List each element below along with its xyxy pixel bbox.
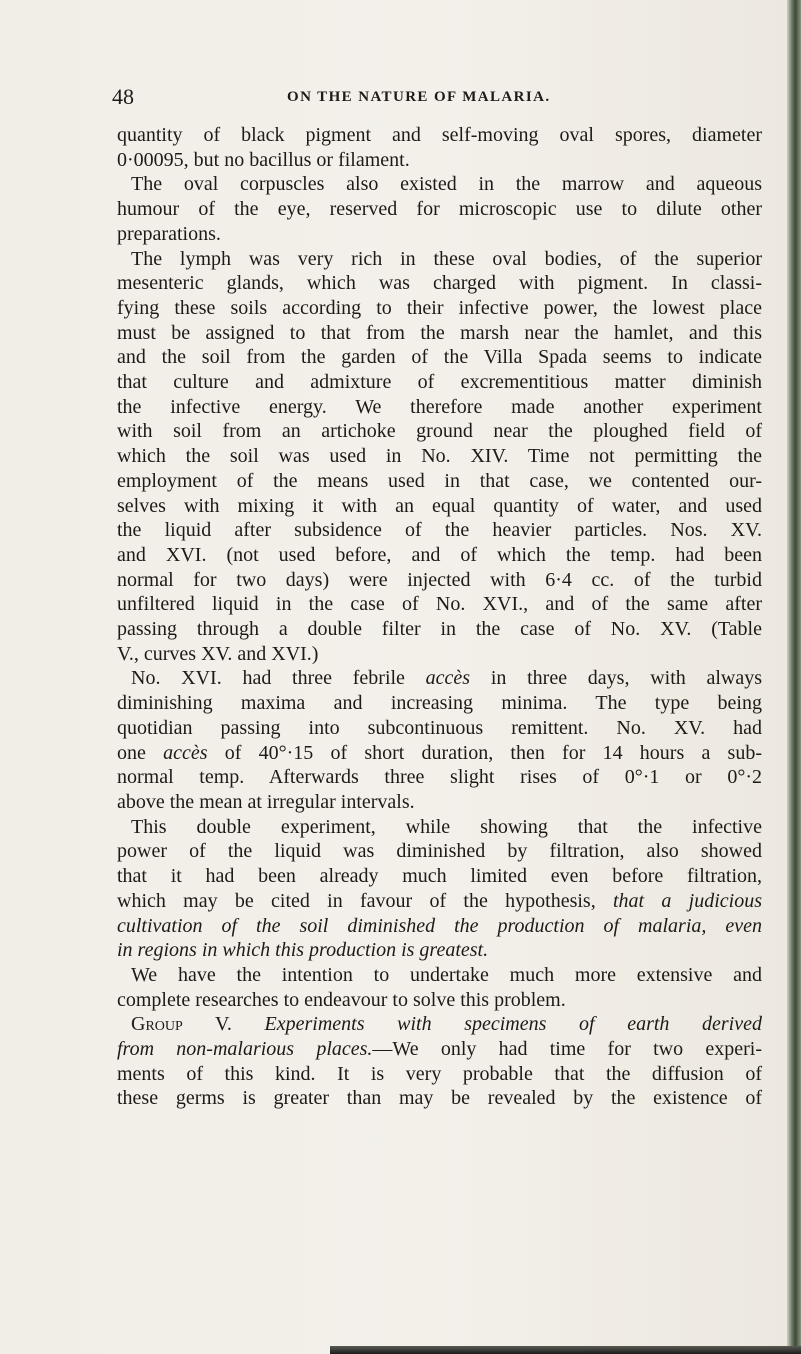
text-line: ments of this kind. It is very probable that the diffusion of <box>117 1062 762 1085</box>
text-line: these germs is greater than may be revealed by the existence of <box>117 1087 762 1110</box>
page-header <box>112 84 762 114</box>
book-spine-edge <box>787 0 801 1354</box>
body-text <box>117 123 762 1111</box>
text-line: quantity of black pigment and self-moving oval spores, diameter <box>117 124 762 146</box>
text-line: unfiltered liquid in the case of No. XVI., and of the same after <box>117 593 762 616</box>
text-line: diminishing maxima and increasing minima. The type being <box>117 692 762 715</box>
text-line: humour of the eye, reserved for microscopic use to dilute other <box>117 198 762 221</box>
text-line: normal for two days) were injected with 6·4 cc. of the turbid <box>117 568 762 591</box>
text-line: The oval corpuscles also existed in the marrow and aqueous <box>131 173 762 196</box>
text-line: which the soil was used in No. XIV. Time not permitting the <box>117 445 762 468</box>
page-number: 48 <box>112 84 134 109</box>
text-line: The lymph was very rich in these oval bodies, of the superior <box>131 247 762 270</box>
text-line: from non-malarious places.—We only had time for two experi- <box>117 1038 762 1061</box>
text-line: fying these soils according to their infective power, the lowest place <box>117 296 762 319</box>
text-line: with soil from an artichoke ground near the ploughed field of <box>117 420 762 443</box>
text-line: mesenteric glands, which was charged with pigment. In classi- <box>117 272 762 295</box>
text-line: in regions in which this production is greatest. <box>117 939 489 962</box>
text-line: that it had been already much limited even before filtration, <box>117 865 762 888</box>
text-line: one accès of 40°·15 of short duration, then for 14 hours a sub- <box>117 741 762 764</box>
text-line: and XVI. (not used before, and of which the temp. had been <box>117 543 762 566</box>
text-line: We have the intention to undertake much more extensive and <box>131 963 762 986</box>
text-line: cultivation of the soil diminished the production of malaria, even <box>117 914 762 937</box>
text-line: above the mean at irregular intervals. <box>117 790 415 813</box>
text-line: power of the liquid was diminished by filtration, also showed <box>117 840 762 863</box>
text-line: quotidian passing into subcontinuous remittent. No. XV. had <box>117 716 762 739</box>
text-line: selves with mixing it with an equal quantity of water, and used <box>117 494 762 517</box>
text-line: V., curves XV. and XVI.) <box>117 642 319 665</box>
text-line: that culture and admixture of excrementitious matter diminish <box>117 371 762 394</box>
text-line: passing through a double filter in the case of No. XV. (Table <box>117 618 762 641</box>
text-line: and the soil from the garden of the Villa Spada seems to indicate <box>117 346 762 369</box>
text-line: No. XVI. had three febrile accès in three days, with always <box>131 667 763 690</box>
text-line: preparations. <box>117 222 221 245</box>
text-line: This double experiment, while showing that the infective <box>131 815 762 838</box>
text-line: the infective energy. We therefore made another experiment <box>117 395 762 418</box>
page-bottom-edge <box>330 1346 801 1354</box>
text-line: must be assigned to that from the marsh near the hamlet, and this <box>117 321 762 344</box>
text-line: which may be cited in favour of the hypothesis, that a judicious <box>117 889 762 912</box>
text-line: complete researches to endeavour to solve this problem. <box>117 988 566 1011</box>
text-line: Group V. Experiments with specimens of earth derived <box>131 1013 762 1036</box>
text-line: the liquid after subsidence of the heavier particles. Nos. XV. <box>117 519 762 542</box>
text-line: normal temp. Afterwards three slight rises of 0°·1 or 0°·2 <box>117 766 762 789</box>
text-line: employment of the means used in that case, we contented our- <box>117 469 762 492</box>
text-line: 0·00095, but no bacillus or filament. <box>117 148 410 171</box>
running-title: ON THE NATURE OF MALARIA. <box>287 89 551 105</box>
